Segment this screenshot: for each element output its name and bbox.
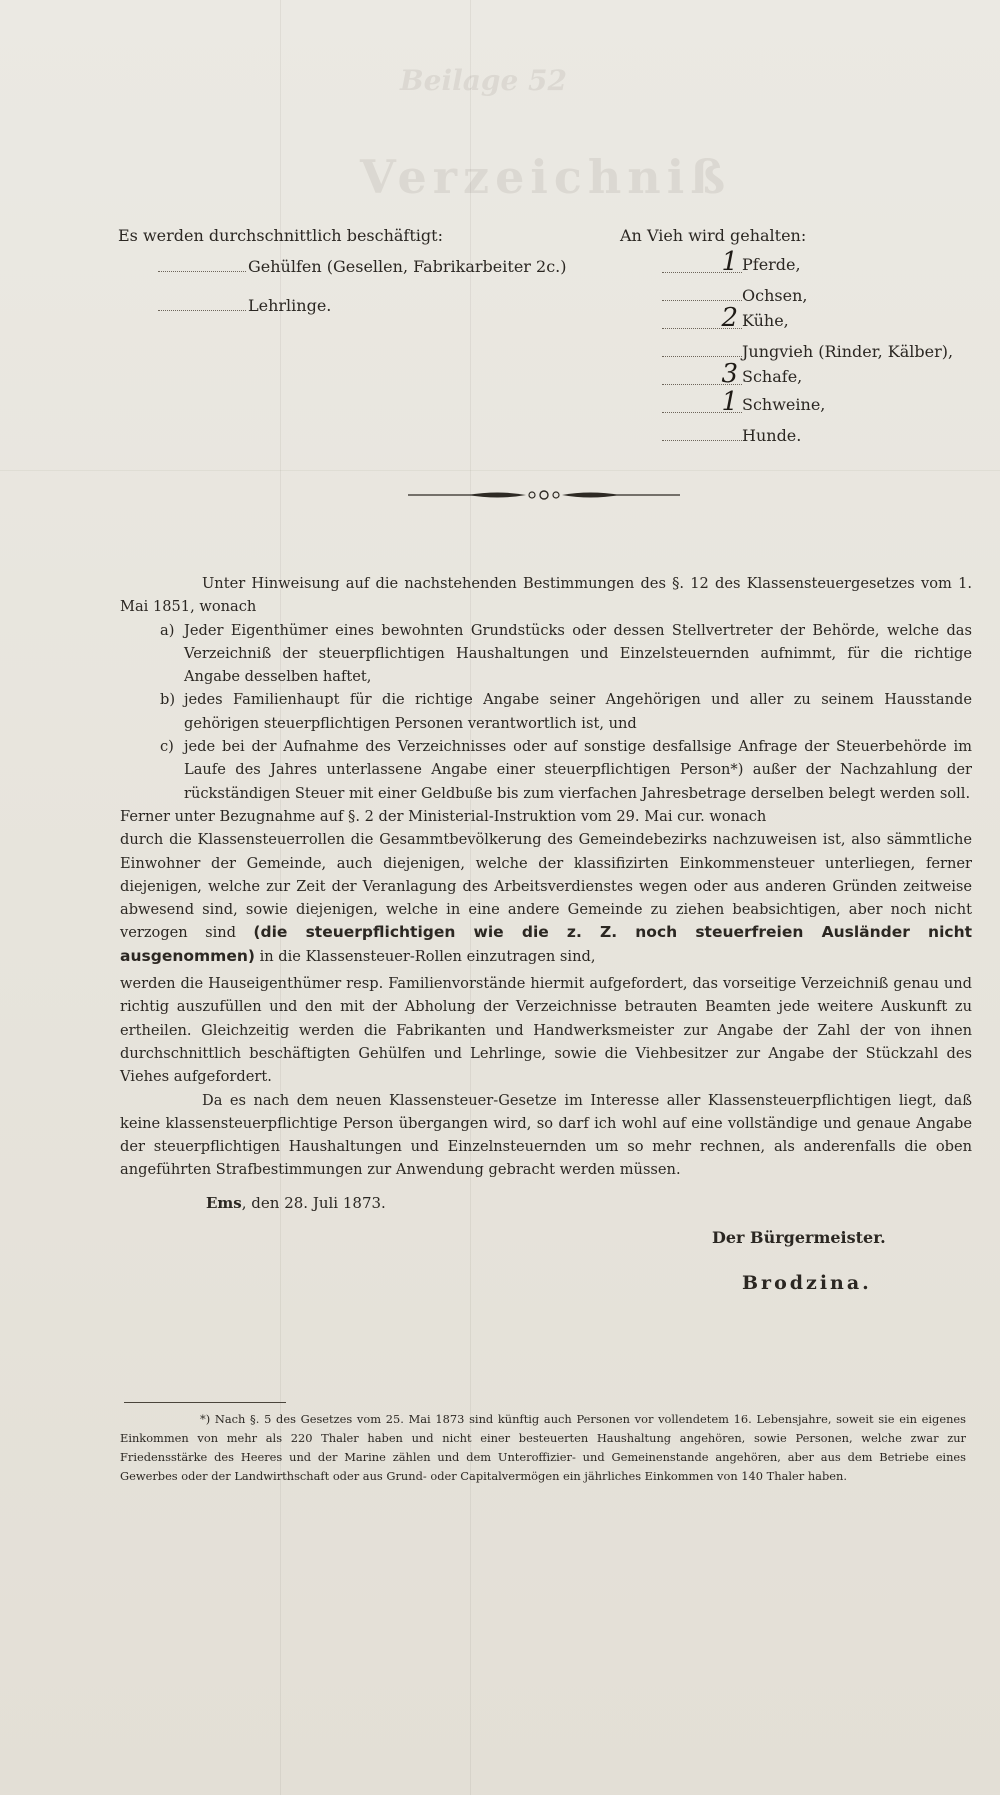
livestock-count[interactable]: [662, 419, 742, 441]
bold-note: (die steuerpflichtigen wie die z. Z. noch steuerfreien Ausländer nicht ausgenommen): [120, 923, 973, 965]
wonach-paragraph: [120, 828, 972, 968]
livestock-count[interactable]: 1: [662, 251, 742, 273]
footnote-rule: [124, 1402, 286, 1403]
ferner-paragraph: Ferner unter Bezugnahme auf §. 2 der Ministerial-Instruktion vom 29. Mai cur. wonach: [120, 807, 767, 825]
provision-item: [160, 688, 972, 735]
livestock-label: Schafe,: [742, 367, 803, 386]
livestock-count[interactable]: [662, 335, 742, 357]
livestock-label: Pferde,: [742, 255, 801, 274]
livestock-row: [620, 335, 980, 363]
closing-paragraph: Da es nach dem neuen Klassensteuer-Gesetze im Interesse aller Klassensteuerpflichtigen liegt, daß keine klassensteuerpflichtige Person übergangen wird, so darf ich wohl auf eine vollständige und genaue Angabe der steuerpflichtigen Haushaltungen und Einzelnsteuernden um so mehr rechnen, als anderenfalls die oben angeführten Strafbestimmungen zur Anwendung gebracht werden müssen.: [120, 1091, 972, 1179]
livestock-row: [620, 303, 980, 335]
employment-heading: Es werden durchschnittlich beschäftigt:: [118, 226, 443, 245]
livestock-label: Ochsen,: [742, 286, 808, 305]
bleed-through-header: Beilage 52: [400, 64, 568, 97]
count-field[interactable]: [158, 271, 246, 272]
signature-name: Brodzina.: [742, 1272, 872, 1294]
provision-text: jede bei der Aufnahme des Verzeichnisses oder auf sonstige desfallsige Anfrage der Steuerbehörde im Laufe des Jahres unterlassene Angabe einer steuerpflichtigen Person*) außer der Nachzahlung der rückständigen Steuer mit einer Geldbuße bis zum vierfachen Jahresbetrage derselben belegt werden soll.: [184, 738, 972, 802]
livestock-heading: An Vieh wird gehalten:: [620, 226, 807, 245]
livestock-label: Jungvieh (Rinder, Kälber),: [742, 342, 954, 361]
signature-title: Der Bürgermeister.: [712, 1228, 886, 1247]
employment-row: [118, 257, 566, 276]
notice-body: [120, 572, 972, 1182]
livestock-row: [620, 279, 980, 307]
wonach-text: durch die Klassensteuerrollen die Gesammtbevölkerung des Gemeindebezirks nachzuweisen ist, also sämmtliche Einwohner der Gemeinde, auch diejenigen, welche der klassifizirten Einkommensteuer unterliegen, ferner diejenigen, welche zur Zeit der Veranlagung des Arbeitsverdienstes wegen oder aus anderen Gründen zeitweise abwesend sind, sowie diejenigen, welche in eine andere Gemeinde zu ziehen beabsichtigen, aber noch nicht verzogen sind: [120, 831, 972, 942]
provision-label: b): [160, 691, 176, 709]
provision-text: Jeder Eigenthümer eines bewohnten Grundstücks oder dessen Stellvertreter der Behörde, welche das Verzeichniß der steuerpflichtigen Haushaltungen und Einzelsteuernden aufnimmt, für die richtige Angabe desselben haftet,: [184, 621, 972, 686]
footnote-text: *) Nach §. 5 des Gesetzes vom 25. Mai 1873 sind künftig auch Personen vor vollendetem 16. Lebensjahre, soweit sie ein eigenes Einkommen von mehr als 220 Thaler haben und nicht einer besteuerten Haushaltung angehören, sowie Personen, welche zwar zur Friedensstärke des Heeres und der Marine zählen und dem Unteroffizier- und Gemeinenstande angehören, aber aus dem Betriebe eines Gewerbes oder der Landwirthschaft oder aus Grund- oder Capitalvermögen ein jährliches Einkommen von 140 Thaler haben.: [120, 1412, 966, 1483]
wonach-end: in die Klassensteuer-Rollen einzutragen sind,: [259, 947, 596, 965]
provision-label: c): [160, 738, 174, 756]
provision-text: jedes Familienhaupt für die richtige Angabe seiner Angehörigen und aller zu seinem Hausstande gehörigen steuerpflichtigen Personen verantwortlich ist, und: [184, 691, 972, 732]
paper-crease: [0, 470, 1000, 471]
footnote: [120, 1410, 966, 1486]
livestock-count[interactable]: 1: [662, 391, 742, 413]
livestock-label: Schweine,: [742, 395, 826, 414]
livestock-row: [620, 419, 980, 447]
livestock-label: Hunde.: [742, 426, 802, 445]
bleed-through-title: Verzeichniß: [360, 150, 732, 204]
provision-item: [160, 619, 972, 689]
provision-label: a): [160, 621, 175, 639]
livestock-count[interactable]: 3: [662, 363, 742, 385]
date-text: , den 28. Juli 1873.: [241, 1194, 386, 1212]
employment-label: Lehrlinge.: [248, 296, 332, 315]
date-line: [206, 1194, 386, 1212]
livestock-count[interactable]: [662, 279, 742, 301]
place-name: Ems: [206, 1194, 242, 1212]
intro-paragraph: Unter Hinweisung auf die nachstehenden Bestimmungen des §. 12 des Klassensteuergesetzes vom 1. Mai 1851, wonach: [120, 575, 972, 616]
employment-row: [118, 296, 566, 315]
livestock-count[interactable]: 2: [662, 307, 742, 329]
livestock-row: [620, 359, 980, 391]
count-field[interactable]: [158, 310, 246, 311]
livestock-row: [620, 387, 980, 419]
livestock-row: [620, 247, 980, 279]
ornament-divider: [408, 488, 680, 502]
provision-item: [160, 735, 972, 805]
request-paragraph: werden die Hauseigenthümer resp. Familienvorstände hiermit aufgefordert, das vorseitige Verzeichniß genau und richtig auszufüllen und den mit der Abholung der Verzeichnisse betrauten Beamten jede weitere Auskunft zu ertheilen. Gleichzeitig werden die Fabrikanten und Handwerksmeister zur Angabe der Zahl der von ihnen durchschnittlich beschäftigten Gehülfen und Lehrlinge, sowie die Viehbesitzer zur Angabe der Stückzahl des Viehes aufgefordert.: [120, 975, 972, 1086]
employment-label: Gehülfen (Gesellen, Fabrikarbeiter 2c.): [248, 257, 567, 276]
livestock-label: Kühe,: [742, 311, 789, 330]
employment-section: [118, 226, 566, 335]
livestock-section: [620, 226, 980, 447]
